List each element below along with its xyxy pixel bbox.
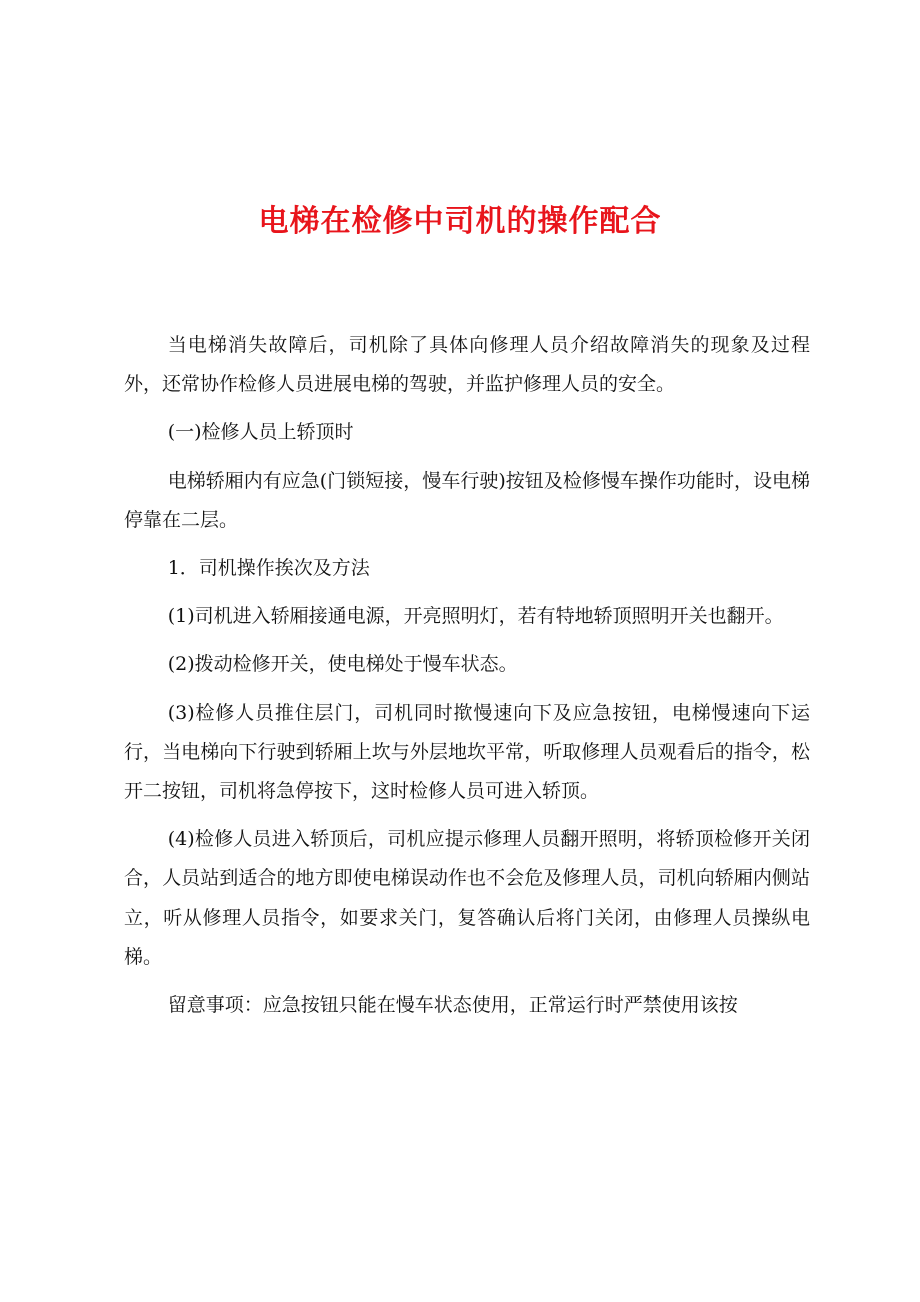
document-title: 电梯在检修中司机的操作配合	[258, 204, 662, 239]
paragraph: 留意事项：应急按钮只能在慢车状态使用，正常运行时严禁使用该按	[167, 994, 738, 1017]
paragraph: (3)检修人员推住层门，司机同时揿慢速向下及应急按钮，电梯慢速向下运行，当电梯向下行驶到轿厢上坎与外层地坎平常，听取修理人员观看后的指令，松开二按钮，司机将急停按下，这时检修人员可进入轿顶。	[124, 701, 810, 803]
paragraph: (2)拨动检修开关，使电梯处于慢车状态。	[167, 653, 518, 676]
paragraph: 当电梯消失故障后，司机除了具体向修理人员介绍故障消失的现象及过程外，还常协作检修人员进展电梯的驾驶，并监护修理人员的安全。	[124, 334, 810, 396]
paragraph: 电梯轿厢内有应急(门锁短接，慢车行驶)按钮及检修慢车操作功能时，设电梯停靠在二层。	[124, 469, 810, 531]
document-body	[124, 326, 810, 1034]
paragraph: (1)司机进入轿厢接通电源，开亮照明灯，若有特地轿顶照明开关也翻开。	[167, 605, 784, 628]
subsection-heading: 1．司机操作挨次及方法	[167, 557, 370, 580]
section-heading: (一)检修人员上轿顶时	[167, 421, 354, 444]
paragraph: (4)检修人员进入轿顶后，司机应提示修理人员翻开照明，将轿顶检修开关闭合，人员站到适合的地方即使电梯误动作也不会危及修理人员，司机向轿厢内侧站立，听从修理人员指令，如要求关门，复答确认后将门关闭，由修理人员操纵电梯。	[124, 828, 810, 968]
